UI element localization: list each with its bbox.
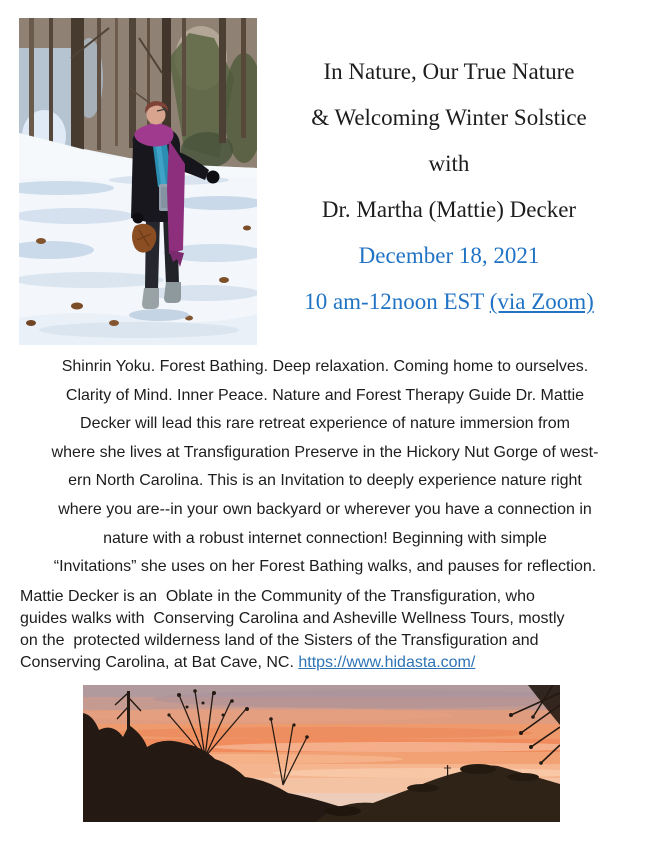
via-zoom-link[interactable]: (via Zoom) <box>489 289 594 314</box>
event-time: 10 am-12noon EST <box>304 289 490 314</box>
title-line-1: In Nature, Our True Nature <box>323 59 575 84</box>
title-line-3: with <box>428 151 470 176</box>
bio-line: on the protected wilderness land of the Sisters of the Transfiguration and <box>20 632 539 649</box>
event-date: December 18, 2021 <box>358 243 540 268</box>
intro-paragraph <box>15 353 635 582</box>
winter-forest-photo <box>19 18 257 345</box>
hidasta-website-link[interactable]: https://www.hidasta.com/ <box>298 654 476 671</box>
intro-line: where you are--in your own backyard or wherever you have a connection in <box>58 500 592 518</box>
flyer-header <box>250 49 648 325</box>
sunset-photo <box>83 685 560 822</box>
intro-line: “Invitations” she uses on her Forest Bathing walks, and pauses for reflection. <box>53 558 597 576</box>
intro-line: ern North Carolina. This is an Invitation to deeply experience nature right <box>68 472 582 490</box>
bio-line: Conserving Carolina, at Bat Cave, NC. <box>20 654 299 671</box>
intro-line: Shinrin Yoku. Forest Bathing. Deep relaxation. Coming home to ourselves. <box>61 358 589 375</box>
bio-line: guides walks with Conserving Carolina and Asheville Wellness Tours, mostly <box>20 610 565 627</box>
presenter-name: Dr. Martha (Mattie) Decker <box>321 197 577 222</box>
event-time-line <box>250 279 648 325</box>
intro-line: Clarity of Mind. Inner Peace. Nature and Forest Therapy Guide Dr. Mattie <box>65 386 585 404</box>
title-line-2: & Welcoming Winter Solstice <box>311 105 587 130</box>
winter-photo-graphic <box>19 18 257 345</box>
bio-paragraph <box>20 586 638 674</box>
bio-line: Mattie Decker is an Oblate in the Community of the Transfiguration, who <box>20 588 535 605</box>
intro-line: nature with a robust internet connection! Beginning with simple <box>103 529 547 547</box>
sunset-photo-graphic <box>83 685 560 822</box>
intro-line: where she lives at Transfiguration Preserve in the Hickory Nut Gorge of west- <box>51 443 599 461</box>
bio-line-with-link <box>20 652 638 674</box>
intro-line: Decker will lead this rare retreat experience of nature immersion from <box>80 415 570 433</box>
